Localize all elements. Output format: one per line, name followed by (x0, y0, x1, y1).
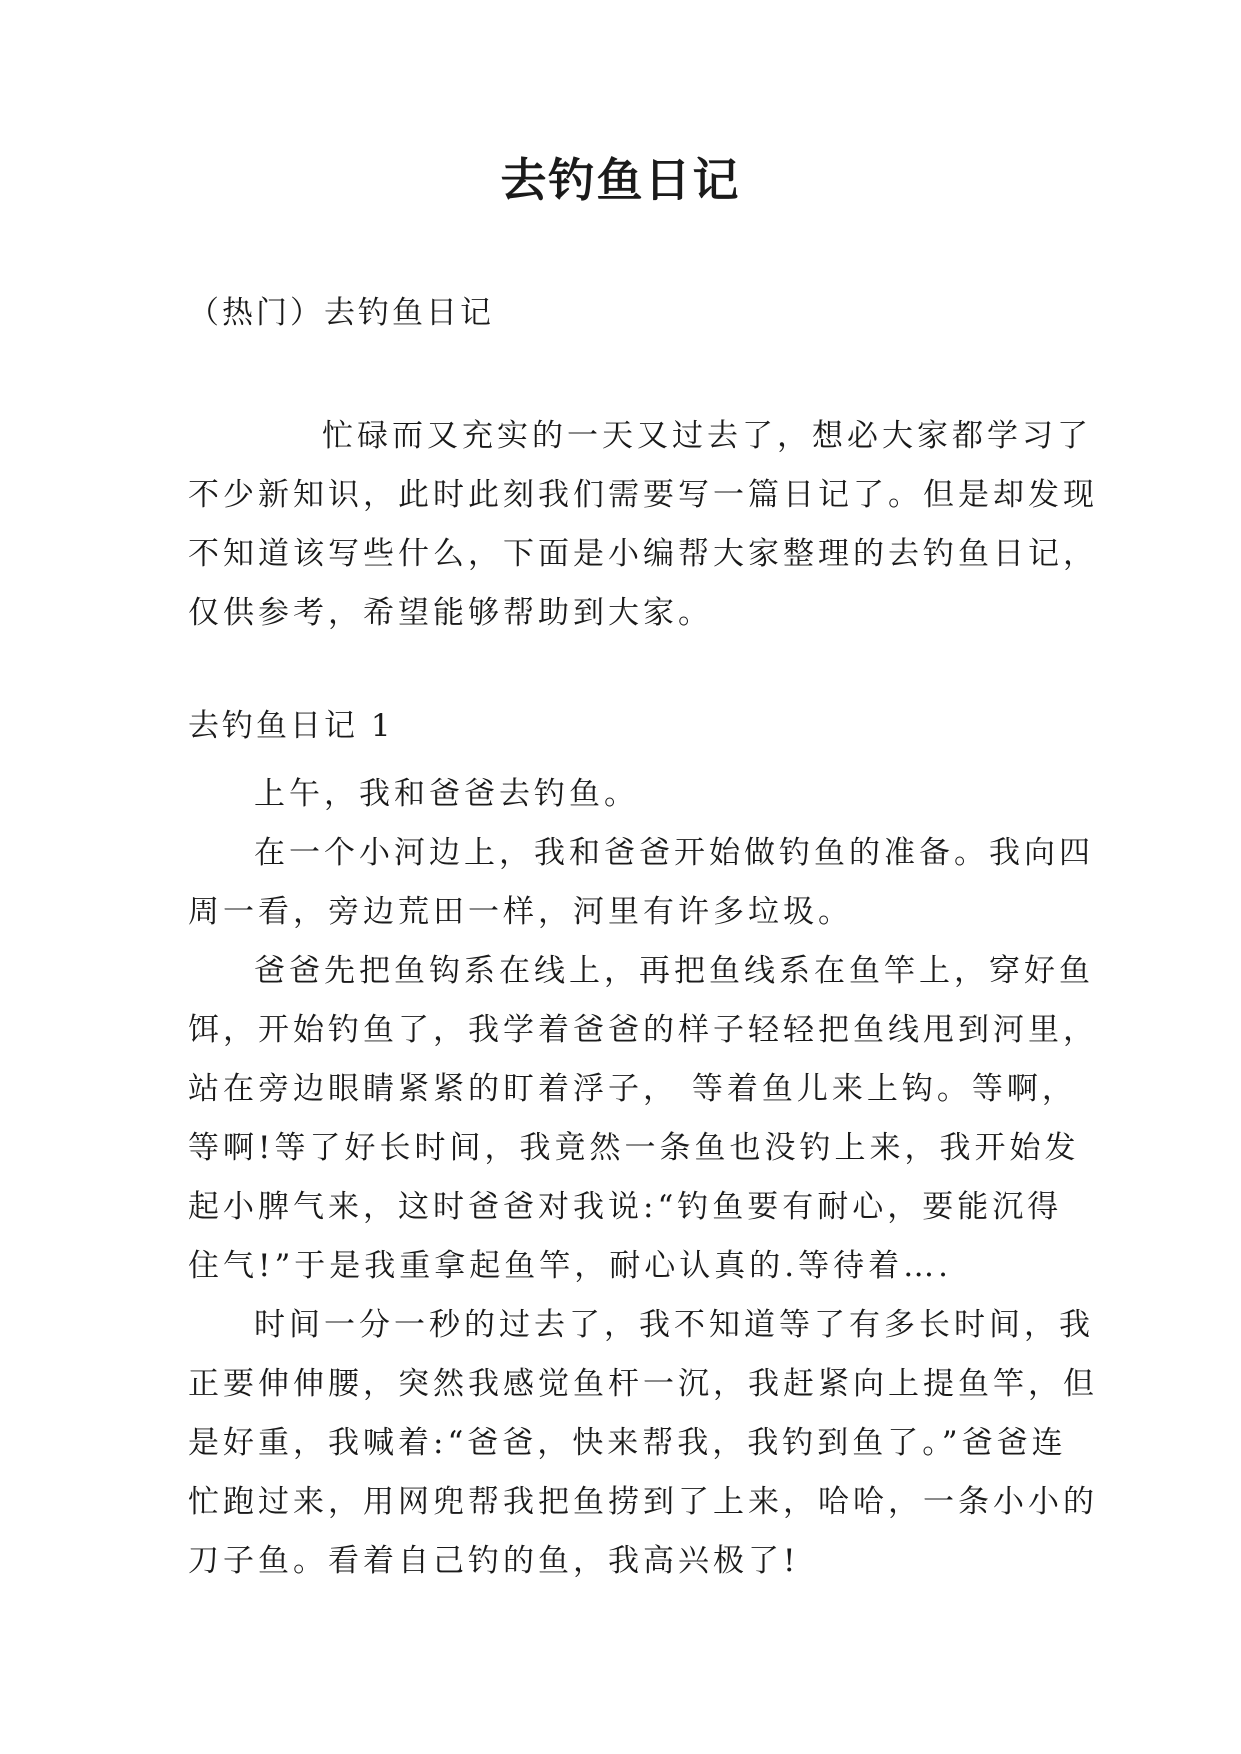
body-line: 住气!”于是我重拿起鱼竿，耐心认真的.等待着…. (188, 1248, 953, 1284)
body-line: 忙跑过来，用网兜帮我把鱼捞到了上来，哈哈，一条小小的 (188, 1484, 1098, 1520)
diary-body (188, 765, 1098, 1591)
body-line: 起小脾气来，这时爸爸对我说:“钓鱼要有耐心，要能沉得 (188, 1189, 1063, 1225)
body-line: 是好重，我喊着:“爸爸，快来帮我，我钓到鱼了。”爸爸连 (188, 1425, 1067, 1461)
body-line: 在一个小河边上，我和爸爸开始做钓鱼的准备。我向四 (254, 835, 1094, 871)
body-line: 饵，开始钓鱼了，我学着爸爸的样子轻轻把鱼线甩到河里， (188, 1012, 1098, 1048)
intro-line: 仅供参考，希望能够帮助到大家。 (188, 595, 713, 631)
body-line: 周一看，旁边荒田一样，河里有许多垃圾。 (188, 894, 853, 930)
body-line: 上午，我和爸爸去钓鱼。 (254, 776, 639, 812)
body-line: 爸爸先把鱼钩系在线上，再把鱼线系在鱼竿上，穿好鱼 (254, 953, 1094, 989)
document-subtitle: （热门）去钓鱼日记 (188, 295, 494, 331)
document-title: 去钓鱼日记 (500, 153, 741, 207)
intro-line: 忙碌而又充实的一天又过去了，想必大家都学习了 (322, 418, 1092, 454)
body-line: 时间一分一秒的过去了，我不知道等了有多长时间，我 (254, 1307, 1094, 1343)
body-line: 站在旁边眼睛紧紧的盯着浮子， 等着鱼儿来上钩。等啊， (188, 1071, 1077, 1107)
body-line: 等啊!等了好长时间，我竟然一条鱼也没钓上来，我开始发 (188, 1130, 1080, 1166)
intro-paragraph (188, 407, 1098, 643)
body-line: 正要伸伸腰，突然我感觉鱼杆一沉，我赶紧向上提鱼竿，但 (188, 1366, 1098, 1402)
body-line: 刀子鱼。看着自己钓的鱼，我高兴极了! (188, 1543, 800, 1579)
intro-line: 不少新知识，此时此刻我们需要写一篇日记了。但是却发现 (188, 477, 1098, 513)
section-heading: 去钓鱼日记 1 (188, 708, 394, 744)
intro-line: 不知道该写些什么，下面是小编帮大家整理的去钓鱼日记， (188, 536, 1098, 572)
